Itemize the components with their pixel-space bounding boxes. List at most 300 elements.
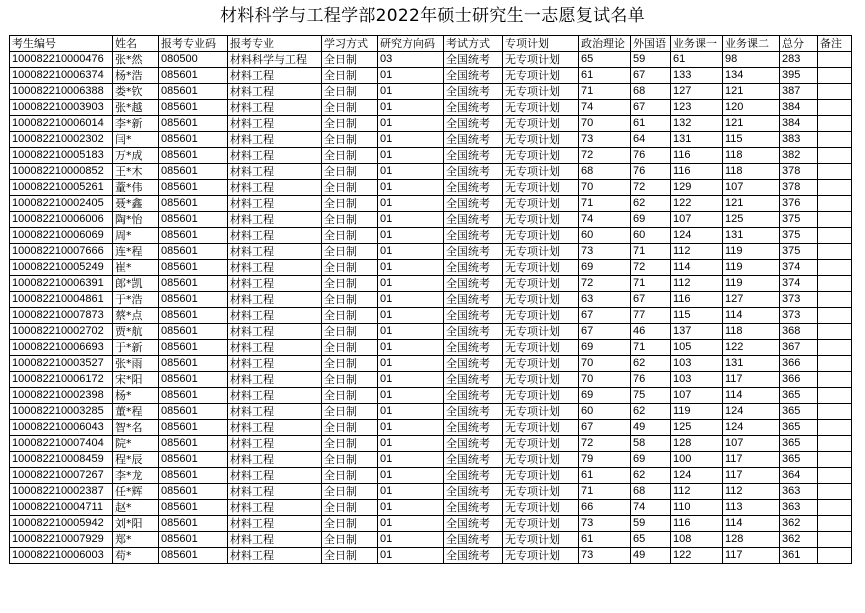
candidate-id-cell: 100082210007666 (10, 244, 113, 260)
subject-2-score-cell: 118 (723, 324, 780, 340)
subject-1-score-cell: 107 (671, 212, 723, 228)
special-plan-cell: 无专项计划 (503, 100, 579, 116)
remarks-cell (818, 436, 852, 452)
direction-code-cell: 01 (378, 516, 444, 532)
major-code-cell: 085601 (159, 292, 228, 308)
foreign-language-score-cell: 77 (631, 308, 671, 324)
foreign-language-score-cell: 64 (631, 132, 671, 148)
table-row (10, 484, 852, 500)
table-row (10, 548, 852, 564)
name-cell: 李*龙 (113, 468, 159, 484)
exam-type-cell: 全国统考 (444, 116, 503, 132)
candidate-id-cell: 100082210004861 (10, 292, 113, 308)
foreign-language-score-cell: 76 (631, 148, 671, 164)
study-mode-cell: 全日制 (322, 340, 378, 356)
major-code-cell: 085601 (159, 484, 228, 500)
candidate-id-cell: 100082210002387 (10, 484, 113, 500)
direction-code-cell: 01 (378, 164, 444, 180)
total-score-cell: 361 (780, 548, 818, 564)
candidate-id-cell: 100082210003903 (10, 100, 113, 116)
foreign-language-score-cell: 72 (631, 180, 671, 196)
exam-type-cell: 全国统考 (444, 500, 503, 516)
major-code-cell: 085601 (159, 308, 228, 324)
study-mode-cell: 全日制 (322, 324, 378, 340)
subject-2-score-cell: 115 (723, 132, 780, 148)
study-mode-cell: 全日制 (322, 148, 378, 164)
subject-1-score-cell: 116 (671, 516, 723, 532)
subject-2-score-cell: 131 (723, 356, 780, 372)
study-mode-cell: 全日制 (322, 420, 378, 436)
foreign-language-score-cell: 67 (631, 292, 671, 308)
study-mode-cell: 全日制 (322, 356, 378, 372)
politics-score-cell: 66 (579, 500, 631, 516)
direction-code-cell: 01 (378, 212, 444, 228)
special-plan-cell: 无专项计划 (503, 500, 579, 516)
candidate-id-cell: 100082210002398 (10, 388, 113, 404)
total-score-cell: 375 (780, 212, 818, 228)
direction-code-cell: 01 (378, 484, 444, 500)
subject-1-score-cell: 112 (671, 276, 723, 292)
col-header-politics: 政治理论 (579, 36, 631, 52)
candidate-id-cell: 100082210006693 (10, 340, 113, 356)
major-code-cell: 085601 (159, 372, 228, 388)
table-row (10, 436, 852, 452)
major-cell: 材料工程 (228, 516, 322, 532)
major-cell: 材料工程 (228, 260, 322, 276)
major-code-cell: 085601 (159, 500, 228, 516)
politics-score-cell: 68 (579, 164, 631, 180)
candidate-id-cell: 100082210006043 (10, 420, 113, 436)
politics-score-cell: 72 (579, 148, 631, 164)
table-row (10, 228, 852, 244)
foreign-language-score-cell: 71 (631, 276, 671, 292)
table-row (10, 500, 852, 516)
candidate-id-cell: 100082210006391 (10, 276, 113, 292)
special-plan-cell: 无专项计划 (503, 52, 579, 68)
foreign-language-score-cell: 65 (631, 532, 671, 548)
remarks-cell (818, 468, 852, 484)
exam-type-cell: 全国统考 (444, 228, 503, 244)
total-score-cell: 373 (780, 292, 818, 308)
page-title: 材料科学与工程学部2022年硕士研究生一志愿复试名单 (219, 6, 646, 26)
foreign-language-score-cell: 68 (631, 484, 671, 500)
exam-type-cell: 全国统考 (444, 68, 503, 84)
study-mode-cell: 全日制 (322, 244, 378, 260)
table-row (10, 100, 852, 116)
exam-type-cell: 全国统考 (444, 532, 503, 548)
subject-2-score-cell: 117 (723, 372, 780, 388)
subject-2-score-cell: 124 (723, 420, 780, 436)
table-row (10, 276, 852, 292)
remarks-cell (818, 548, 852, 564)
table-body (10, 52, 852, 564)
politics-score-cell: 60 (579, 404, 631, 420)
subject-1-score-cell: 116 (671, 292, 723, 308)
special-plan-cell: 无专项计划 (503, 84, 579, 100)
direction-code-cell: 01 (378, 388, 444, 404)
table-row (10, 356, 852, 372)
direction-code-cell: 01 (378, 148, 444, 164)
subject-2-score-cell: 121 (723, 196, 780, 212)
remarks-cell (818, 84, 852, 100)
study-mode-cell: 全日制 (322, 228, 378, 244)
politics-score-cell: 74 (579, 100, 631, 116)
exam-type-cell: 全国统考 (444, 164, 503, 180)
exam-type-cell: 全国统考 (444, 340, 503, 356)
remarks-cell (818, 276, 852, 292)
politics-score-cell: 72 (579, 436, 631, 452)
subject-1-score-cell: 110 (671, 500, 723, 516)
table-row (10, 164, 852, 180)
study-mode-cell: 全日制 (322, 532, 378, 548)
remarks-cell (818, 404, 852, 420)
remarks-cell (818, 180, 852, 196)
remarks-cell (818, 388, 852, 404)
name-cell: 聂*鑫 (113, 196, 159, 212)
direction-code-cell: 01 (378, 548, 444, 564)
special-plan-cell: 无专项计划 (503, 180, 579, 196)
subject-2-score-cell: 114 (723, 308, 780, 324)
foreign-language-score-cell: 69 (631, 212, 671, 228)
name-cell: 苟* (113, 548, 159, 564)
study-mode-cell: 全日制 (322, 436, 378, 452)
major-code-cell: 085601 (159, 548, 228, 564)
special-plan-cell: 无专项计划 (503, 292, 579, 308)
subject-1-score-cell: 133 (671, 68, 723, 84)
major-code-cell: 085601 (159, 180, 228, 196)
total-score-cell: 365 (780, 436, 818, 452)
subject-1-score-cell: 119 (671, 404, 723, 420)
exam-type-cell: 全国统考 (444, 372, 503, 388)
name-cell: 刘*阳 (113, 516, 159, 532)
major-cell: 材料工程 (228, 548, 322, 564)
special-plan-cell: 无专项计划 (503, 324, 579, 340)
subject-1-score-cell: 122 (671, 548, 723, 564)
subject-2-score-cell: 117 (723, 548, 780, 564)
direction-code-cell: 01 (378, 436, 444, 452)
name-cell: 闫* (113, 132, 159, 148)
exam-type-cell: 全国统考 (444, 324, 503, 340)
politics-score-cell: 70 (579, 372, 631, 388)
politics-score-cell: 73 (579, 244, 631, 260)
major-code-cell: 085601 (159, 100, 228, 116)
name-cell: 娄*钦 (113, 84, 159, 100)
special-plan-cell: 无专项计划 (503, 276, 579, 292)
special-plan-cell: 无专项计划 (503, 116, 579, 132)
subject-1-score-cell: 131 (671, 132, 723, 148)
direction-code-cell: 01 (378, 276, 444, 292)
total-score-cell: 382 (780, 148, 818, 164)
politics-score-cell: 67 (579, 420, 631, 436)
col-header-total: 总分 (780, 36, 818, 52)
subject-1-score-cell: 107 (671, 388, 723, 404)
remarks-cell (818, 116, 852, 132)
special-plan-cell: 无专项计划 (503, 532, 579, 548)
subject-1-score-cell: 137 (671, 324, 723, 340)
direction-code-cell: 01 (378, 340, 444, 356)
subject-2-score-cell: 119 (723, 276, 780, 292)
table-row (10, 148, 852, 164)
special-plan-cell: 无专项计划 (503, 372, 579, 388)
exam-type-cell: 全国统考 (444, 244, 503, 260)
major-code-cell: 085601 (159, 212, 228, 228)
table-row (10, 260, 852, 276)
study-mode-cell: 全日制 (322, 516, 378, 532)
subject-2-score-cell: 118 (723, 148, 780, 164)
subject-2-score-cell: 107 (723, 436, 780, 452)
direction-code-cell: 01 (378, 180, 444, 196)
table-row (10, 84, 852, 100)
col-header-special-plan: 专项计划 (503, 36, 579, 52)
remarks-cell (818, 516, 852, 532)
name-cell: 宋*阳 (113, 372, 159, 388)
major-cell: 材料工程 (228, 468, 322, 484)
major-code-cell: 085601 (159, 436, 228, 452)
table-row (10, 372, 852, 388)
remarks-cell (818, 52, 852, 68)
study-mode-cell: 全日制 (322, 180, 378, 196)
name-cell: 程*辰 (113, 452, 159, 468)
remarks-cell (818, 100, 852, 116)
direction-code-cell: 01 (378, 500, 444, 516)
candidate-id-cell: 100082210003285 (10, 404, 113, 420)
direction-code-cell: 01 (378, 292, 444, 308)
name-cell: 崔* (113, 260, 159, 276)
table-row (10, 420, 852, 436)
name-cell: 张*雨 (113, 356, 159, 372)
foreign-language-score-cell: 59 (631, 52, 671, 68)
col-header-remarks: 备注 (818, 36, 852, 52)
subject-1-score-cell: 108 (671, 532, 723, 548)
politics-score-cell: 69 (579, 260, 631, 276)
exam-type-cell: 全国统考 (444, 292, 503, 308)
total-score-cell: 375 (780, 244, 818, 260)
direction-code-cell: 01 (378, 324, 444, 340)
table-row (10, 196, 852, 212)
name-cell: 周* (113, 228, 159, 244)
foreign-language-score-cell: 46 (631, 324, 671, 340)
table-row (10, 116, 852, 132)
total-score-cell: 362 (780, 516, 818, 532)
special-plan-cell: 无专项计划 (503, 420, 579, 436)
col-header-study-mode: 学习方式 (322, 36, 378, 52)
subject-1-score-cell: 100 (671, 452, 723, 468)
remarks-cell (818, 452, 852, 468)
table-row (10, 404, 852, 420)
special-plan-cell: 无专项计划 (503, 452, 579, 468)
candidate-id-cell: 100082210000852 (10, 164, 113, 180)
major-code-cell: 085601 (159, 244, 228, 260)
major-cell: 材料工程 (228, 436, 322, 452)
candidate-id-cell: 100082210007873 (10, 308, 113, 324)
subject-2-score-cell: 113 (723, 500, 780, 516)
subject-1-score-cell: 125 (671, 420, 723, 436)
remarks-cell (818, 308, 852, 324)
remarks-cell (818, 324, 852, 340)
study-mode-cell: 全日制 (322, 308, 378, 324)
politics-score-cell: 71 (579, 196, 631, 212)
name-cell: 于*新 (113, 340, 159, 356)
table-row (10, 212, 852, 228)
exam-type-cell: 全国统考 (444, 468, 503, 484)
col-header-name: 姓名 (113, 36, 159, 52)
major-cell: 材料工程 (228, 356, 322, 372)
total-score-cell: 365 (780, 388, 818, 404)
total-score-cell: 383 (780, 132, 818, 148)
remarks-cell (818, 372, 852, 388)
total-score-cell: 384 (780, 100, 818, 116)
table-row (10, 468, 852, 484)
col-header-major: 报考专业 (228, 36, 322, 52)
exam-type-cell: 全国统考 (444, 180, 503, 196)
col-header-direction-code: 研究方向码 (378, 36, 444, 52)
total-score-cell: 365 (780, 404, 818, 420)
major-cell: 材料工程 (228, 420, 322, 436)
major-code-cell: 085601 (159, 260, 228, 276)
total-score-cell: 375 (780, 228, 818, 244)
name-cell: 蕫*伟 (113, 180, 159, 196)
study-mode-cell: 全日制 (322, 212, 378, 228)
direction-code-cell: 01 (378, 468, 444, 484)
major-code-cell: 085601 (159, 388, 228, 404)
major-cell: 材料工程 (228, 196, 322, 212)
major-code-cell: 085601 (159, 452, 228, 468)
major-cell: 材料工程 (228, 308, 322, 324)
table-row (10, 132, 852, 148)
foreign-language-score-cell: 71 (631, 340, 671, 356)
candidate-id-cell: 100082210002405 (10, 196, 113, 212)
direction-code-cell: 01 (378, 404, 444, 420)
name-cell: 杨*浩 (113, 68, 159, 84)
exam-type-cell: 全国统考 (444, 100, 503, 116)
foreign-language-score-cell: 61 (631, 116, 671, 132)
table-row (10, 292, 852, 308)
study-mode-cell: 全日制 (322, 292, 378, 308)
subject-1-score-cell: 127 (671, 84, 723, 100)
politics-score-cell: 67 (579, 308, 631, 324)
table-row (10, 340, 852, 356)
special-plan-cell: 无专项计划 (503, 228, 579, 244)
major-cell: 材料工程 (228, 68, 322, 84)
candidate-id-cell: 100082210006003 (10, 548, 113, 564)
table-row (10, 308, 852, 324)
major-cell: 材料工程 (228, 340, 322, 356)
col-header-major-code: 报考专业码 (159, 36, 228, 52)
subject-1-score-cell: 114 (671, 260, 723, 276)
name-cell: 张*然 (113, 52, 159, 68)
table-row (10, 388, 852, 404)
politics-score-cell: 70 (579, 356, 631, 372)
exam-type-cell: 全国统考 (444, 420, 503, 436)
direction-code-cell: 01 (378, 132, 444, 148)
politics-score-cell: 71 (579, 484, 631, 500)
name-cell: 连*程 (113, 244, 159, 260)
name-cell: 蔡*点 (113, 308, 159, 324)
name-cell: 董*程 (113, 404, 159, 420)
remarks-cell (818, 356, 852, 372)
remarks-cell (818, 292, 852, 308)
total-score-cell: 364 (780, 468, 818, 484)
exam-type-cell: 全国统考 (444, 452, 503, 468)
name-cell: 任*辉 (113, 484, 159, 500)
subject-2-score-cell: 124 (723, 404, 780, 420)
exam-type-cell: 全国统考 (444, 212, 503, 228)
study-mode-cell: 全日制 (322, 500, 378, 516)
candidate-id-cell: 100082210005183 (10, 148, 113, 164)
total-score-cell: 378 (780, 180, 818, 196)
table-row (10, 324, 852, 340)
candidate-id-cell: 100082210003527 (10, 356, 113, 372)
politics-score-cell: 63 (579, 292, 631, 308)
direction-code-cell: 01 (378, 244, 444, 260)
subject-2-score-cell: 114 (723, 516, 780, 532)
name-cell: 于*浩 (113, 292, 159, 308)
total-score-cell: 378 (780, 164, 818, 180)
study-mode-cell: 全日制 (322, 100, 378, 116)
major-code-cell: 085601 (159, 148, 228, 164)
politics-score-cell: 61 (579, 532, 631, 548)
foreign-language-score-cell: 69 (631, 452, 671, 468)
direction-code-cell: 01 (378, 308, 444, 324)
major-code-cell: 080500 (159, 52, 228, 68)
special-plan-cell: 无专项计划 (503, 308, 579, 324)
politics-score-cell: 60 (579, 228, 631, 244)
study-mode-cell: 全日制 (322, 52, 378, 68)
study-mode-cell: 全日制 (322, 484, 378, 500)
subject-1-score-cell: 103 (671, 356, 723, 372)
exam-type-cell: 全国统考 (444, 52, 503, 68)
total-score-cell: 368 (780, 324, 818, 340)
major-cell: 材料工程 (228, 244, 322, 260)
politics-score-cell: 73 (579, 548, 631, 564)
politics-score-cell: 70 (579, 116, 631, 132)
direction-code-cell: 01 (378, 116, 444, 132)
politics-score-cell: 73 (579, 132, 631, 148)
study-mode-cell: 全日制 (322, 404, 378, 420)
col-header-subject-1: 业务课一 (671, 36, 723, 52)
table-row (10, 452, 852, 468)
remarks-cell (818, 340, 852, 356)
subject-2-score-cell: 119 (723, 244, 780, 260)
politics-score-cell: 65 (579, 52, 631, 68)
foreign-language-score-cell: 49 (631, 548, 671, 564)
remarks-cell (818, 164, 852, 180)
subject-1-score-cell: 124 (671, 228, 723, 244)
total-score-cell: 362 (780, 532, 818, 548)
major-cell: 材料工程 (228, 372, 322, 388)
remarks-cell (818, 484, 852, 500)
foreign-language-score-cell: 76 (631, 372, 671, 388)
direction-code-cell: 03 (378, 52, 444, 68)
major-code-cell: 085601 (159, 356, 228, 372)
major-code-cell: 085601 (159, 132, 228, 148)
major-cell: 材料工程 (228, 276, 322, 292)
direction-code-cell: 01 (378, 420, 444, 436)
exam-type-cell: 全国统考 (444, 84, 503, 100)
exam-type-cell: 全国统考 (444, 148, 503, 164)
politics-score-cell: 74 (579, 212, 631, 228)
major-code-cell: 085601 (159, 164, 228, 180)
subject-1-score-cell: 105 (671, 340, 723, 356)
special-plan-cell: 无专项计划 (503, 212, 579, 228)
candidate-id-cell: 100082210008459 (10, 452, 113, 468)
subject-1-score-cell: 116 (671, 164, 723, 180)
major-code-cell: 085601 (159, 468, 228, 484)
name-cell: 智*名 (113, 420, 159, 436)
foreign-language-score-cell: 75 (631, 388, 671, 404)
remarks-cell (818, 196, 852, 212)
name-cell: 李*新 (113, 116, 159, 132)
